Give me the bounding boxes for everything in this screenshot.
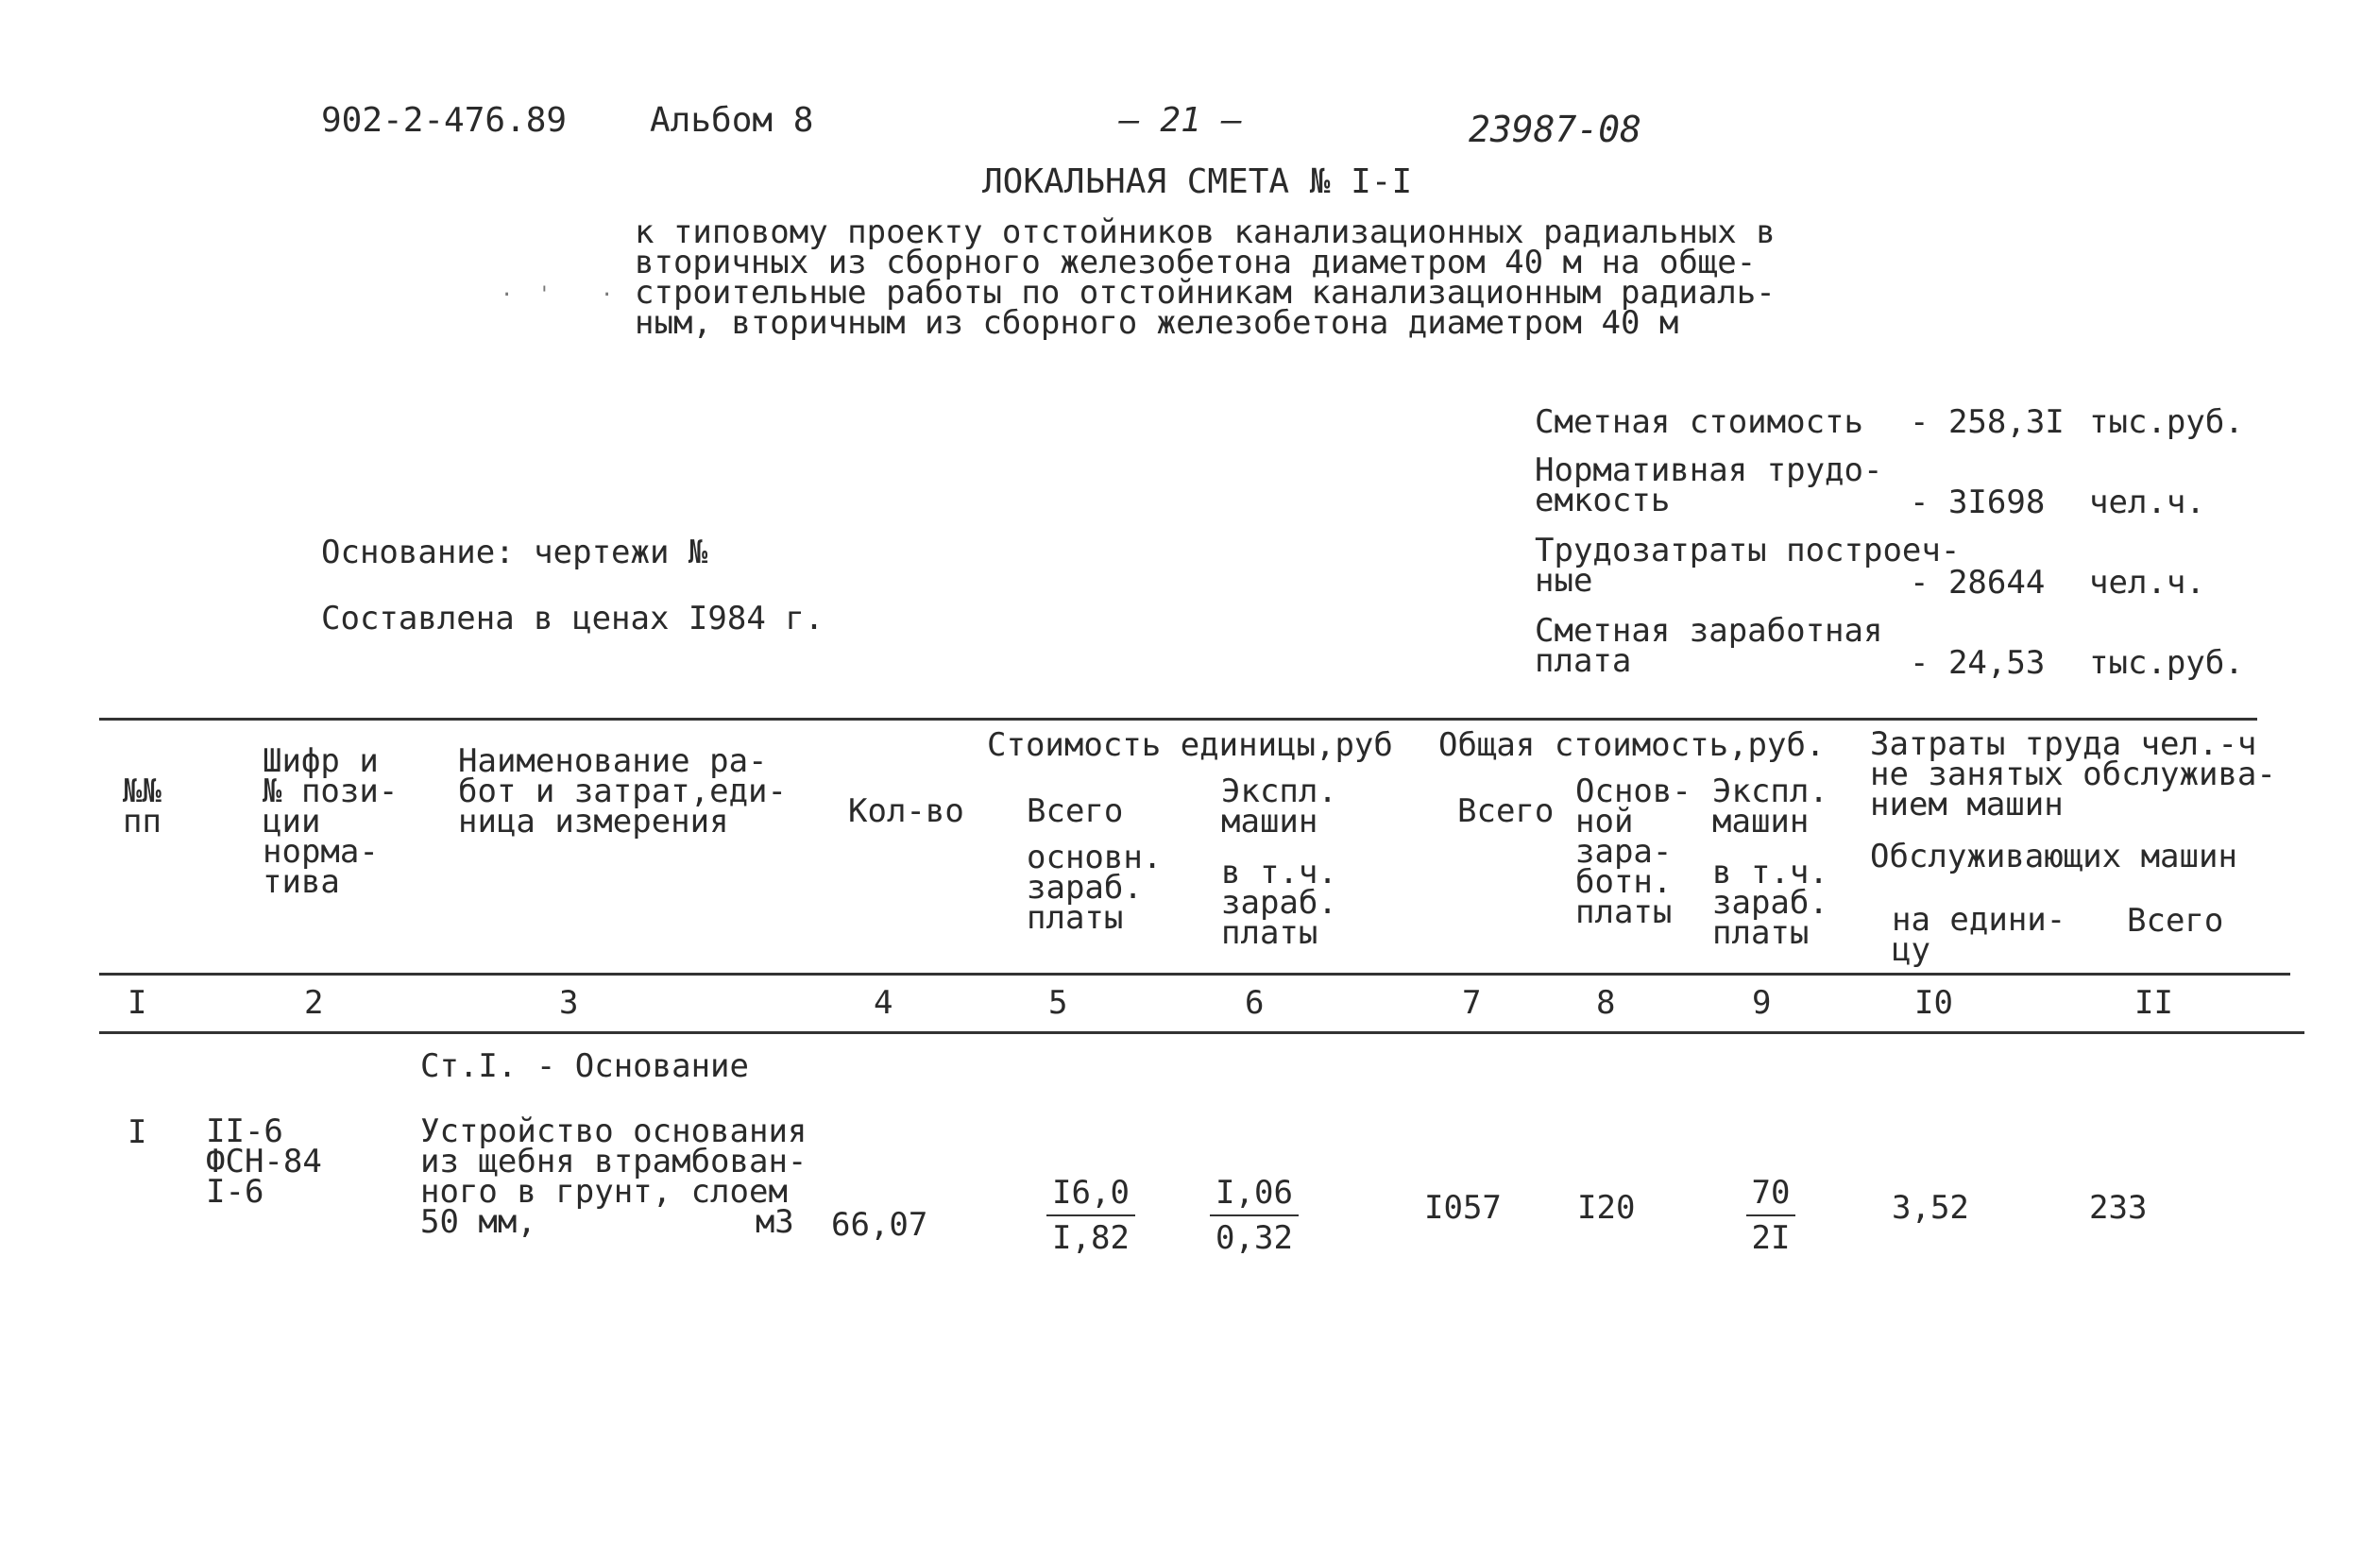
label-line: ные	[1535, 562, 1593, 600]
header-line: не занятых обслужива-	[1870, 756, 2276, 793]
header-line: тива	[263, 863, 340, 901]
header-line: ница измерения	[458, 803, 729, 840]
label-line: Нормативная трудо-	[1535, 451, 1883, 489]
summary-wage-label	[1535, 612, 1883, 680]
basis-line: Основание: чертежи №	[321, 534, 708, 571]
unit-machines: I,06	[1210, 1171, 1299, 1216]
header-line: платы	[1712, 914, 1810, 952]
header-line: машин	[1712, 803, 1810, 840]
unit-machine-wages: 0,32	[1216, 1219, 1293, 1257]
total-machine-wages: 2I	[1751, 1219, 1791, 1257]
summary-cost-label: Сметная стоимость	[1535, 403, 1863, 441]
header-line: №№	[123, 773, 162, 810]
header-line: зара-	[1575, 833, 1673, 871]
total-machines: 70	[1746, 1171, 1796, 1216]
summary-labor-value: - 3I698	[1910, 484, 2046, 521]
name-last: 50 мм,	[420, 1203, 536, 1241]
header-col6-machine-wages	[1221, 854, 1337, 952]
name-line: ного в грунт, слоем	[420, 1173, 788, 1211]
label-line: Трудозатраты построеч-	[1535, 532, 1961, 569]
description-line: строительные работы по отстойникам канализационным радиаль-	[635, 274, 1776, 312]
row-unit: м3	[755, 1203, 794, 1241]
name-line	[420, 1203, 807, 1241]
column-number: 6	[1245, 984, 1265, 1022]
header-line: пп	[123, 803, 162, 840]
header-line: бот и затрат,еди-	[458, 773, 787, 810]
section-title: Ст.I. - Основание	[420, 1047, 749, 1085]
header-col-name	[458, 742, 787, 840]
header-line: цу	[1892, 931, 1930, 969]
row-unit-cost	[1025, 1171, 1157, 1260]
header-col9-machine-wages	[1712, 854, 1828, 952]
header-line: платы	[1575, 893, 1673, 931]
header-col8-wages	[1575, 773, 1692, 931]
name-line: из щебня втрамбован-	[420, 1143, 808, 1180]
table-top-rule	[99, 718, 2257, 721]
summary-labor-unit: чел.ч.	[2089, 484, 2205, 521]
scan-specks: · ' ·	[501, 283, 614, 307]
header-line: Шифр и	[263, 742, 379, 780]
header-line: зараб.	[1712, 884, 1828, 922]
header-col7-total: Всего	[1457, 792, 1555, 830]
title-description	[635, 213, 1776, 342]
column-number: 4	[874, 984, 893, 1022]
description-line: ным, вторичным из сборного железобетона диаметром 40 м	[635, 304, 1679, 342]
description-line: к типовому проекту отстойников канализационных радиальных в	[635, 213, 1776, 251]
header-line: на едини-	[1892, 901, 2066, 939]
inventory-number: 23987-08	[1469, 109, 1642, 150]
header-line: Наименование ра-	[458, 742, 768, 780]
summary-cost-unit: тыс.руб.	[2089, 403, 2244, 441]
label-line: плата	[1535, 642, 1632, 680]
column-numbers-rule	[99, 1031, 2304, 1034]
header-line: зараб.	[1027, 869, 1143, 907]
code-line: ФСН-84	[206, 1143, 322, 1180]
header-line: Экспл.	[1221, 773, 1337, 810]
column-number: II	[2134, 984, 2173, 1022]
header-labor-group	[1870, 725, 2276, 823]
header-col5-total: Всего	[1027, 792, 1124, 830]
code-line: II-6	[206, 1112, 283, 1150]
row-number: I	[128, 1113, 147, 1151]
album-label: Альбом 8	[650, 101, 814, 140]
row-name	[420, 1112, 808, 1241]
summary-onsite-label	[1535, 532, 1961, 600]
row-qty: 66,07	[831, 1206, 928, 1244]
header-line: платы	[1221, 914, 1318, 952]
header-total-cost-group: Общая стоимость,руб.	[1438, 726, 1826, 764]
column-number: 8	[1596, 984, 1616, 1022]
header-col5-wages	[1027, 839, 1163, 937]
row-total-machines	[1733, 1171, 1809, 1260]
header-line: основн.	[1027, 839, 1163, 876]
summary-labor-label	[1535, 451, 1883, 519]
prices-year-line: Составлена в ценах I984 г.	[321, 600, 824, 637]
header-line: ции	[263, 803, 321, 840]
header-col11-total: Всего	[2127, 902, 2224, 940]
summary-cost-value: - 258,3I	[1910, 403, 2065, 441]
row-labor-total: 233	[2089, 1189, 2148, 1227]
code-line: I-6	[206, 1173, 264, 1211]
row-labor-per-unit: 3,52	[1892, 1189, 1969, 1227]
description-line: вторичных из сборного железобетона диаметром 40 м на обще-	[635, 244, 1757, 281]
column-number: 9	[1752, 984, 1772, 1022]
column-number: I0	[1914, 984, 1953, 1022]
header-line: нием машин	[1870, 786, 2064, 823]
unit-wages: I,82	[1052, 1219, 1130, 1257]
column-number: I	[128, 984, 147, 1022]
label-line: емкость	[1535, 482, 1671, 519]
column-number: 5	[1048, 984, 1068, 1022]
header-col-num	[123, 773, 162, 840]
row-total: I057	[1424, 1189, 1502, 1227]
document-code: 902-2-476.89	[321, 101, 568, 140]
header-line: ботн.	[1575, 863, 1673, 901]
summary-onsite-value: - 28644	[1910, 564, 2046, 602]
header-bottom-rule	[99, 973, 2290, 976]
header-line: № пози-	[263, 773, 399, 810]
document-title: ЛОКАЛЬНАЯ СМЕТА № I-I	[982, 162, 1413, 201]
header-line: машин	[1221, 803, 1318, 840]
column-number: 7	[1462, 984, 1482, 1022]
header-line: Затраты труда чел.-ч	[1870, 725, 2257, 763]
header-labor-subgroup: Обслуживающих машин	[1870, 838, 2237, 875]
summary-wage-unit: тыс.руб.	[2089, 644, 2244, 682]
header-col6-machines	[1221, 773, 1337, 840]
row-unit-machines	[1198, 1171, 1311, 1260]
header-line: норма-	[263, 833, 379, 871]
column-number: 3	[559, 984, 579, 1022]
unit-total: I6,0	[1046, 1171, 1135, 1216]
page-number: — 21 —	[1119, 101, 1243, 140]
header-col10-per-unit	[1892, 901, 2066, 969]
header-line: Экспл.	[1712, 773, 1828, 810]
summary-wage-value: - 24,53	[1910, 644, 2046, 682]
summary-onsite-unit: чел.ч.	[2089, 564, 2205, 602]
name-line: Устройство основания	[420, 1112, 808, 1150]
header-line: ной	[1575, 803, 1634, 840]
header-unit-cost-group: Стоимость единицы,руб	[987, 726, 1393, 764]
header-col-code	[263, 742, 399, 901]
header-col9-machines	[1712, 773, 1828, 840]
header-line: Основ-	[1575, 773, 1692, 810]
column-number: 2	[304, 984, 324, 1022]
header-line: в т.ч.	[1712, 854, 1828, 891]
header-col-qty: Кол-во	[848, 792, 964, 830]
label-line: Сметная заработная	[1535, 612, 1883, 650]
row-total-wages: I20	[1577, 1189, 1636, 1227]
row-code	[206, 1112, 322, 1211]
header-line: зараб.	[1221, 884, 1337, 922]
header-line: в т.ч.	[1221, 854, 1337, 891]
header-line: платы	[1027, 899, 1124, 937]
